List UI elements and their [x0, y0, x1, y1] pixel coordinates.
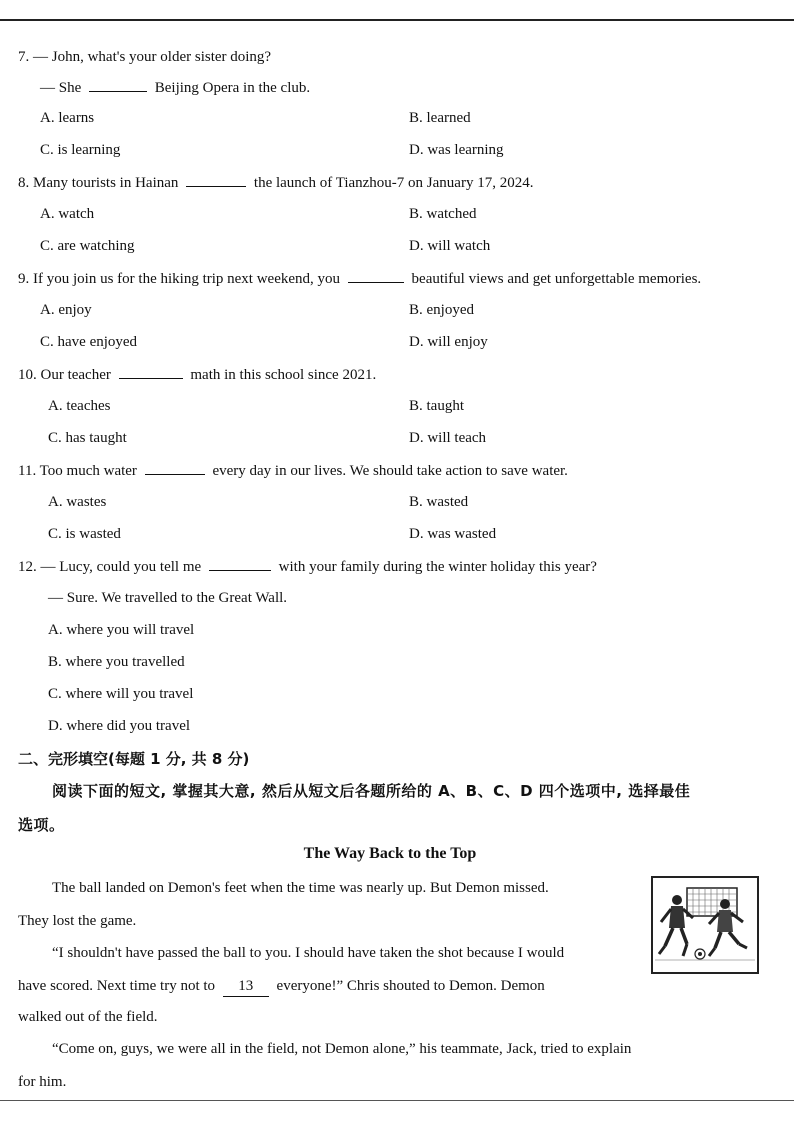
q9-stem-end: beautiful views and get unforgettable memories. — [411, 271, 702, 287]
q10-option-c[interactable]: C. has taught — [48, 430, 127, 446]
passage-p2-line2-end: everyone!” Chris shouted to Demon. Demon — [276, 978, 545, 994]
q7-stem: 7. — John, what's your older sister doing? — [18, 49, 272, 65]
q12-stem-end: with your family during the winter holiday this year? — [278, 559, 597, 575]
passage-p2-line2 — [18, 976, 545, 997]
q12-option-b[interactable]: B. where you travelled — [48, 654, 185, 670]
q12-blank[interactable] — [209, 556, 271, 571]
q10-option-b[interactable]: B. taught — [409, 398, 464, 414]
q8-stem — [18, 172, 533, 193]
q11-option-d[interactable]: D. was wasted — [409, 526, 497, 542]
section-instruction-line2: 选项。 — [18, 816, 65, 834]
passage-title: The Way Back to the Top — [303, 845, 477, 862]
q8-option-a[interactable]: A. watch — [40, 206, 95, 222]
q11-stem — [18, 460, 568, 481]
soccer-players-icon — [653, 878, 757, 972]
q7-reply-end: Beijing Opera in the club. — [154, 80, 311, 96]
q11-stem-start: 11. Too much water — [18, 463, 137, 479]
section-title: 二、完形填空(每题 1 分, 共 8 分) — [18, 750, 250, 768]
q9-blank[interactable] — [348, 268, 404, 283]
q11-option-c[interactable]: C. is wasted — [48, 526, 121, 542]
passage-p1-line2: They lost the game. — [18, 913, 137, 929]
passage-p2-line2-start: have scored. Next time try not to — [18, 978, 216, 994]
q7-reply — [40, 77, 310, 98]
q9-option-a[interactable]: A. enjoy — [40, 302, 92, 318]
blank-13[interactable]: 13 — [223, 976, 269, 997]
q9-option-c[interactable]: C. have enjoyed — [40, 334, 138, 350]
q10-option-a[interactable]: A. teaches — [48, 398, 111, 414]
q11-option-b[interactable]: B. wasted — [409, 494, 469, 510]
q12-reply: — Sure. We travelled to the Great Wall. — [48, 590, 288, 606]
q11-option-a[interactable]: A. wastes — [48, 494, 107, 510]
q8-option-d[interactable]: D. will watch — [409, 238, 491, 254]
q10-stem-start: 10. Our teacher — [18, 367, 111, 383]
q9-option-b[interactable]: B. enjoyed — [409, 302, 474, 318]
q8-blank[interactable] — [186, 172, 246, 187]
q9-option-d[interactable]: D. will enjoy — [409, 334, 488, 350]
q8-option-b[interactable]: B. watched — [409, 206, 477, 222]
q10-stem-end: math in this school since 2021. — [190, 367, 377, 383]
passage-p1-line1: The ball landed on Demon's feet when the time was nearly up. But Demon missed. — [52, 880, 549, 896]
passage-p2-line3: walked out of the field. — [18, 1009, 158, 1025]
q7-option-b[interactable]: B. learned — [409, 110, 471, 126]
q9-stem-start: 9. If you join us for the hiking trip next weekend, you — [18, 271, 341, 287]
q8-stem-start: 8. Many tourists in Hainan — [18, 175, 179, 191]
passage-p2-line1: “I shouldn't have passed the ball to you. I should have taken the shot because I would — [52, 945, 565, 961]
bottom-rule — [0, 1100, 794, 1101]
top-rule — [0, 19, 794, 21]
q10-blank[interactable] — [119, 364, 183, 379]
q7-blank[interactable] — [89, 77, 147, 92]
q9-stem — [18, 268, 701, 289]
q7-option-c[interactable]: C. is learning — [40, 142, 121, 158]
q8-stem-end: the launch of Tianzhou-7 on January 17, 2024. — [253, 175, 534, 191]
q7-reply-start: — She — [40, 80, 82, 96]
q8-option-c[interactable]: C. are watching — [40, 238, 135, 254]
q12-option-d[interactable]: D. where did you travel — [48, 718, 191, 734]
q12-stem — [18, 556, 597, 577]
section-instruction-line1: 阅读下面的短文, 掌握其大意, 然后从短文后各题所给的 A、B、C、D 四个选项中, 选择最佳 — [52, 782, 691, 800]
q12-stem-start: 12. — Lucy, could you tell me — [18, 559, 202, 575]
q11-blank[interactable] — [145, 460, 205, 475]
q7-option-d[interactable]: D. was learning — [409, 142, 504, 158]
q10-option-d[interactable]: D. will teach — [409, 430, 487, 446]
q7-option-a[interactable]: A. learns — [40, 110, 95, 126]
soccer-illustration — [651, 876, 759, 974]
passage-p3-line1: “Come on, guys, we were all in the field, not Demon alone,” his teammate, Jack, tried to explain — [52, 1041, 632, 1057]
q10-stem — [18, 364, 376, 385]
passage-p3-line2: for him. — [18, 1074, 67, 1090]
q12-option-a[interactable]: A. where you will travel — [48, 622, 195, 638]
q12-option-c[interactable]: C. where will you travel — [48, 686, 194, 702]
q11-stem-end: every day in our lives. We should take action to save water. — [212, 463, 568, 479]
